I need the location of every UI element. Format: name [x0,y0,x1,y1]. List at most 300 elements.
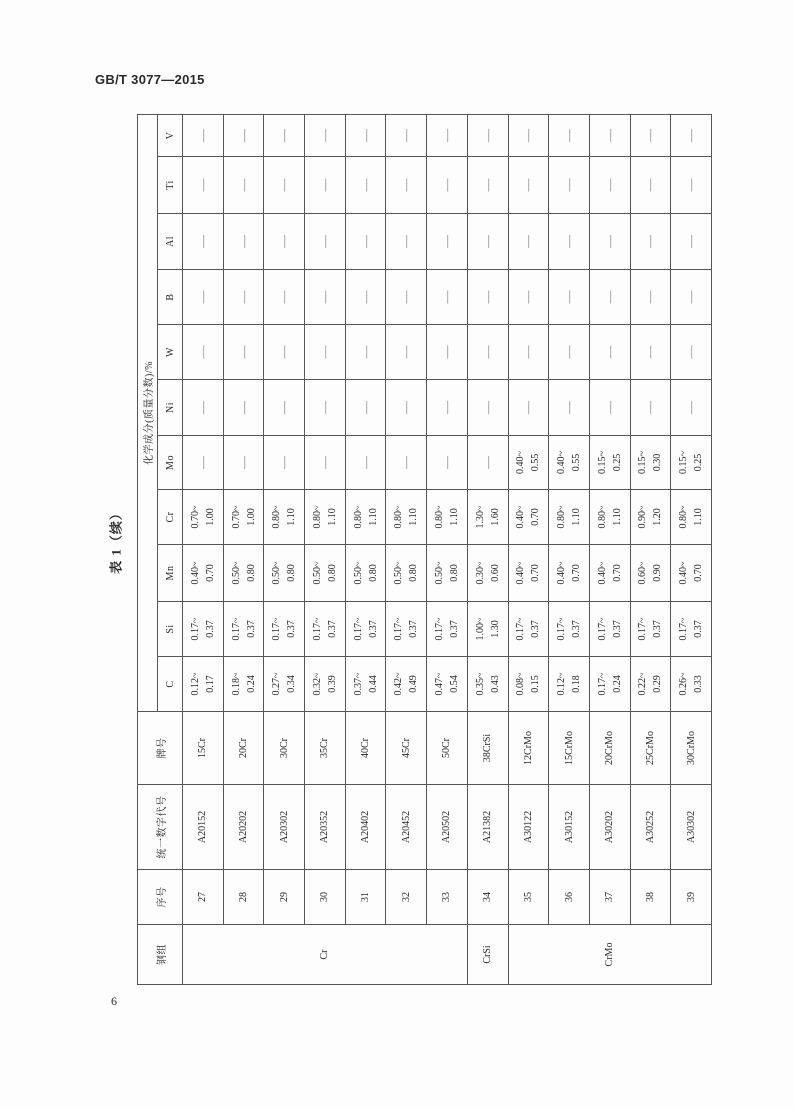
cell-grade: 50Cr [427,712,468,785]
cell-grade: 38CrSi [467,712,508,785]
value-line: 0.70 [530,508,542,526]
cell-ti: — [630,157,671,214]
cell-b: — [427,270,468,325]
value-line: 0.70 [571,564,583,582]
cell-grade: 25CrMo [630,712,671,785]
cell-mn [671,545,712,602]
cell-c [589,657,630,712]
header-element-v: V [158,114,183,156]
cell-b: — [386,270,427,325]
value-line: 0.90~ [637,505,649,529]
cell-code: A30302 [671,785,712,870]
value-line: 0.70~ [230,505,242,529]
cell-v: — [305,114,346,156]
cell-si [183,602,224,657]
cell-v: — [427,114,468,156]
value-line: 0.18~ [230,672,242,696]
value-line: 1.00 [204,508,216,526]
cell-si [508,602,549,657]
cell-c [630,657,671,712]
header-element-c: C [158,657,183,712]
table-row [630,114,671,984]
header-code: 统一数字代号 [138,785,183,870]
cell-code: A30252 [630,785,671,870]
value-line: 0.80 [367,564,379,582]
value-line: 1.20 [652,508,664,526]
value-line: 0.40~ [556,561,568,585]
cell-grade: 12CrMo [508,712,549,785]
value-line: 0.40~ [556,451,568,474]
value-line: 0.70 [693,564,705,582]
cell-ti: — [508,157,549,214]
cell-ni: — [549,380,590,436]
cell-ti: — [549,157,590,214]
cell-mo: — [467,436,508,490]
cell-code: A30202 [589,785,630,870]
value-line: 0.70~ [189,505,201,529]
header-element-mn: Mn [158,545,183,602]
cell-code: A20352 [305,785,346,870]
value-line: 0.17~ [189,617,201,641]
header-element-mo: Mo [158,436,183,490]
value-line: 0.40~ [596,561,608,585]
cell-ti: — [427,157,468,214]
value-line: 0.70 [204,564,216,582]
value-line: 1.10 [571,508,583,526]
cell-w: — [345,325,386,380]
cell-grade: 15Cr [183,712,224,785]
cell-seq: 33 [427,870,468,925]
cell-w: — [508,325,549,380]
cell-al: — [508,214,549,270]
value-line: 0.50~ [271,561,283,585]
cell-cr [427,490,468,545]
composition-table [137,114,712,985]
cell-al: — [427,214,468,270]
cell-v: — [264,114,305,156]
value-line: 0.60~ [637,561,649,585]
cell-mo: — [305,436,346,490]
cell-steel-group: CrSi [467,925,508,985]
value-line: 0.12~ [556,672,568,696]
cell-grade: 45Cr [386,712,427,785]
value-line: 0.37 [367,620,379,638]
cell-v: — [386,114,427,156]
table-row [589,114,630,984]
cell-c [671,657,712,712]
cell-code: A20302 [264,785,305,870]
cell-c [427,657,468,712]
value-line: 0.42~ [393,672,405,696]
cell-c [264,657,305,712]
table-row [305,114,346,984]
cell-si [427,602,468,657]
value-line: 0.39 [326,675,338,693]
cell-ni: — [427,380,468,436]
value-line: 0.17~ [433,617,445,641]
page-number: 6 [111,994,117,1008]
value-line: 0.50~ [352,561,364,585]
cell-w: — [467,325,508,380]
table-row [467,114,508,984]
value-line: 1.30 [489,620,501,638]
rotated-table-container [137,115,712,985]
table-row [508,114,549,984]
value-line: 0.37 [204,620,216,638]
cell-al: — [467,214,508,270]
value-line: 0.80~ [311,505,323,529]
value-line: 0.49 [408,675,420,693]
value-line: 0.17~ [271,617,283,641]
value-line: 0.34 [286,675,298,693]
cell-seq: 36 [549,870,590,925]
value-line: 1.00 [245,508,257,526]
value-line: 0.37 [571,620,583,638]
value-line: 0.37 [286,620,298,638]
value-line: 0.80~ [678,505,690,529]
value-line: 0.24 [611,675,623,693]
cell-cr [549,490,590,545]
table-body [183,114,712,984]
value-line: 0.18 [571,675,583,693]
cell-c [467,657,508,712]
table-row [386,114,427,984]
cell-grade: 30Cr [264,712,305,785]
cell-v: — [549,114,590,156]
cell-cr [305,490,346,545]
cell-mn [467,545,508,602]
value-line: 0.80~ [556,505,568,529]
cell-b: — [630,270,671,325]
value-line: 0.17 [204,675,216,693]
cell-seq: 28 [223,870,264,925]
header-seq: 序号 [138,870,183,925]
cell-seq: 27 [183,870,224,925]
value-line: 0.50~ [230,561,242,585]
cell-seq: 37 [589,870,630,925]
table-row [345,114,386,984]
cell-al: — [305,214,346,270]
cell-c [223,657,264,712]
standard-code: GB/T 3077—2015 [95,72,205,87]
cell-mn [305,545,346,602]
cell-mo [589,436,630,490]
cell-b: — [345,270,386,325]
value-line: 0.55 [571,453,583,472]
cell-ni: — [589,380,630,436]
cell-ni: — [264,380,305,436]
cell-grade: 20Cr [223,712,264,785]
cell-mo [671,436,712,490]
cell-cr [508,490,549,545]
value-line: 1.10 [611,508,623,526]
header-element-w: W [158,325,183,380]
value-line: 0.33 [693,675,705,693]
cell-si [386,602,427,657]
value-line: 0.50~ [311,561,323,585]
cell-ni: — [508,380,549,436]
cell-ti: — [183,157,224,214]
cell-v: — [183,114,224,156]
header-steel-group: 钢组 [138,925,183,985]
cell-w: — [183,325,224,380]
value-line: 0.17~ [393,617,405,641]
table-row [549,114,590,984]
table-header [138,114,183,984]
cell-w: — [305,325,346,380]
cell-grade: 20CrMo [589,712,630,785]
cell-code: A20202 [223,785,264,870]
header-row-1 [138,114,158,984]
cell-w: — [671,325,712,380]
header-element-al: Al [158,214,183,270]
value-line: 1.60 [489,508,501,526]
value-line: 0.70 [530,564,542,582]
cell-code: A30152 [549,785,590,870]
value-line: 1.10 [693,508,705,526]
value-line: 0.15~ [678,451,690,474]
cell-grade: 30CrMo [671,712,712,785]
value-line: 1.10 [326,508,338,526]
cell-cr [264,490,305,545]
cell-v: — [630,114,671,156]
cell-seq: 34 [467,870,508,925]
value-line: 0.17~ [515,617,527,641]
cell-mo: — [427,436,468,490]
value-line: 0.12~ [189,672,201,696]
cell-mo [508,436,549,490]
value-line: 0.15 [530,675,542,693]
cell-mo: — [264,436,305,490]
cell-v: — [345,114,386,156]
value-line: 0.15~ [596,451,608,474]
value-line: 0.17~ [311,617,323,641]
value-line: 0.44 [367,675,379,693]
value-line: 0.17~ [352,617,364,641]
cell-ni: — [223,380,264,436]
header-element-si: Si [158,602,183,657]
cell-si [549,602,590,657]
cell-ni: — [183,380,224,436]
cell-mn [508,545,549,602]
cell-si [467,602,508,657]
value-line: 0.80 [326,564,338,582]
cell-c [183,657,224,712]
value-line: 0.40~ [515,451,527,474]
cell-c [345,657,386,712]
value-line: 0.32~ [311,672,323,696]
cell-w: — [549,325,590,380]
cell-al: — [630,214,671,270]
cell-mn [223,545,264,602]
cell-b: — [305,270,346,325]
cell-cr [589,490,630,545]
value-line: 0.40~ [678,561,690,585]
cell-w: — [223,325,264,380]
cell-ni: — [386,380,427,436]
cell-mn [427,545,468,602]
cell-mn [549,545,590,602]
value-line: 0.80~ [433,505,445,529]
value-line: 1.00~ [474,617,486,641]
value-line: 0.37~ [352,672,364,696]
cell-code: A20452 [386,785,427,870]
cell-ni: — [630,380,671,436]
value-line: 0.50~ [393,561,405,585]
cell-v: — [223,114,264,156]
value-line: 0.30~ [474,561,486,585]
cell-si [671,602,712,657]
value-line: 0.80 [245,564,257,582]
cell-mo: — [183,436,224,490]
cell-seq: 31 [345,870,386,925]
cell-al: — [386,214,427,270]
cell-c [386,657,427,712]
table-title: 表 1（续） [108,506,124,574]
value-line: 1.10 [367,508,379,526]
value-line: 0.40~ [515,505,527,529]
cell-ni: — [671,380,712,436]
cell-steel-group: CrMo [508,925,712,985]
value-line: 0.37 [245,620,257,638]
table-row [223,114,264,984]
table-row [264,114,305,984]
value-line: 0.40~ [189,561,201,585]
value-line: 0.15~ [637,451,649,474]
value-line: 0.17~ [678,617,690,641]
cell-b: — [589,270,630,325]
cell-al: — [549,214,590,270]
value-line: 0.25 [611,453,623,472]
value-line: 0.80~ [271,505,283,529]
cell-cr [345,490,386,545]
cell-b: — [671,270,712,325]
header-element-cr: Cr [158,490,183,545]
value-line: 0.37 [530,620,542,638]
cell-mn [264,545,305,602]
cell-mo: — [345,436,386,490]
cell-si [223,602,264,657]
cell-ni: — [467,380,508,436]
value-line: 0.40~ [515,561,527,585]
value-line: 0.37 [408,620,420,638]
value-line: 0.80 [448,564,460,582]
value-line: 0.27~ [271,672,283,696]
cell-al: — [223,214,264,270]
cell-b: — [183,270,224,325]
cell-w: — [630,325,671,380]
cell-b: — [223,270,264,325]
cell-si [589,602,630,657]
header-element-ni: Ni [158,380,183,436]
cell-mn [345,545,386,602]
cell-seq: 32 [386,870,427,925]
cell-cr [630,490,671,545]
cell-ti: — [386,157,427,214]
value-line: 0.17~ [637,617,649,641]
value-line: 0.17~ [596,617,608,641]
cell-seq: 38 [630,870,671,925]
cell-grade: 40Cr [345,712,386,785]
cell-v: — [508,114,549,156]
cell-w: — [589,325,630,380]
cell-code: A21382 [467,785,508,870]
cell-code: A20502 [427,785,468,870]
value-line: 0.17~ [556,617,568,641]
cell-ni: — [305,380,346,436]
cell-seq: 29 [264,870,305,925]
value-line: 1.10 [448,508,460,526]
value-line: 0.22~ [637,672,649,696]
value-line: 0.17~ [596,672,608,696]
cell-grade: 35Cr [305,712,346,785]
value-line: 0.25 [693,453,705,472]
cell-ti: — [467,157,508,214]
cell-al: — [589,214,630,270]
cell-si [264,602,305,657]
value-line: 0.80 [408,564,420,582]
value-line: 0.37 [326,620,338,638]
cell-al: — [183,214,224,270]
cell-mn [589,545,630,602]
cell-ti: — [671,157,712,214]
cell-ti: — [223,157,264,214]
cell-al: — [345,214,386,270]
header-element-ti: Ti [158,157,183,214]
cell-seq: 35 [508,870,549,925]
value-line: 0.80~ [352,505,364,529]
cell-v: — [589,114,630,156]
value-line: 0.54 [448,675,460,693]
value-line: 0.43 [489,675,501,693]
cell-b: — [549,270,590,325]
cell-ti: — [589,157,630,214]
cell-al: — [264,214,305,270]
cell-ti: — [264,157,305,214]
cell-c [508,657,549,712]
header-composition: 化学成分(质量分数)/% [138,114,158,711]
cell-si [630,602,671,657]
value-line: 0.17~ [230,617,242,641]
value-line: 0.90 [652,564,664,582]
cell-ti: — [305,157,346,214]
value-line: 0.35~ [474,672,486,696]
cell-w: — [386,325,427,380]
value-line: 0.37 [611,620,623,638]
cell-ti: — [345,157,386,214]
value-line: 0.80~ [393,505,405,529]
value-line: 0.80 [286,564,298,582]
cell-mn [630,545,671,602]
cell-steel-group: Cr [183,925,468,985]
value-line: 0.50~ [433,561,445,585]
cell-mn [183,545,224,602]
cell-code: A20402 [345,785,386,870]
value-line: 1.10 [408,508,420,526]
value-line: 0.30 [652,453,664,472]
cell-ni: — [345,380,386,436]
value-line: 0.29 [652,675,664,693]
value-line: 1.10 [286,508,298,526]
table-row [671,114,712,984]
value-line: 0.47~ [433,672,445,696]
cell-v: — [671,114,712,156]
value-line: 0.70 [611,564,623,582]
cell-seq: 39 [671,870,712,925]
cell-c [305,657,346,712]
cell-mo [549,436,590,490]
value-line: 0.37 [448,620,460,638]
